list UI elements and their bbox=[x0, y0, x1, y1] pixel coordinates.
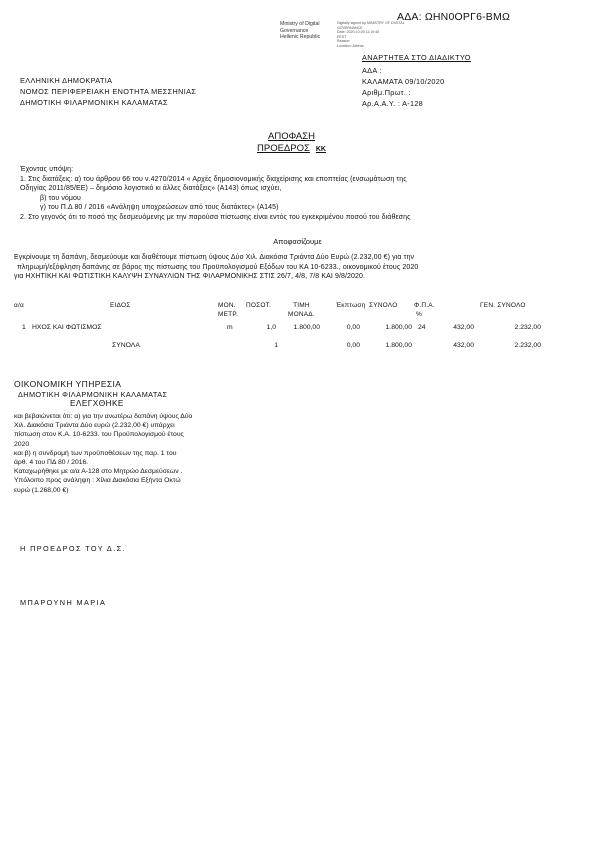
signature-line: Hellenic Republic bbox=[280, 34, 321, 41]
row-aa: 1 bbox=[22, 324, 26, 331]
document-title: ΑΠΟΦΑΣΗ bbox=[268, 131, 315, 142]
subtitle-code: ΚΚ bbox=[315, 146, 326, 153]
signature-line: Governance bbox=[280, 27, 309, 34]
col-header-unit-line: ΜΟΝ. bbox=[218, 302, 236, 309]
col-header-item: ΕΙΔΟΣ bbox=[110, 302, 131, 309]
subtitle-text: ΠΡΟΕΔΡΟΣ bbox=[257, 143, 310, 154]
col-header-total: ΓΕΝ. ΣΥΝΟΛΟ bbox=[480, 302, 526, 309]
approval-text bbox=[14, 253, 418, 282]
ada-code: ΑΔΑ: ΩΗΝ0ΟΡΓ6-ΒΜΩ bbox=[397, 11, 510, 23]
verification-line: και β) η συνδρομή των προϋποθέσεων της παρ. 1 του bbox=[14, 449, 177, 457]
financial-service-title: ΟΙΚΟΝΟΜΙΚΗ ΥΠΗΡΕΣΙΑ bbox=[14, 379, 122, 389]
col-header-vat-line: % bbox=[416, 310, 422, 318]
approval-line: πληρωμή/εξόφληση δαπάνης σε βάρος της πίστωσης του Προϋπολογισμού Εξόδων του ΚΑ 10-6233., οικονομικού έτους 2020 bbox=[17, 263, 419, 271]
verification-line: Χιλ. Διακόσια Τριάντα Δύο ευρώ (2.232,00 €) υπάρχει bbox=[14, 422, 175, 430]
aay-number: Αρ.Α.Α.Υ. : Α-128 bbox=[362, 99, 424, 108]
issuer-block bbox=[20, 75, 196, 108]
verification-line: και βεβαιώνεται ότι: α) για την ανωτέρω δαπάνη ύψους Δύο bbox=[14, 413, 193, 420]
considerations-lead: Έχοντας υπόψη: bbox=[20, 166, 74, 173]
signature-detail-line: Reason: bbox=[337, 39, 351, 43]
signature-detail-line: Date: 2020.10.09 11:19:45 bbox=[337, 30, 380, 34]
row-unit: m bbox=[227, 324, 233, 331]
verification-line: 2020 bbox=[14, 440, 30, 448]
col-header-unit bbox=[218, 302, 238, 319]
decision-heading: Αποφασίζουμε bbox=[273, 237, 322, 246]
row-vat-amount: 432,00 bbox=[453, 324, 474, 331]
signature-detail-line: Digitally signed by MINISTRY OF DIGITAL bbox=[337, 21, 405, 25]
col-header-qty: ΠΟΣΟΤ. bbox=[246, 302, 272, 309]
digital-signature-label bbox=[280, 21, 320, 41]
issuer-line: ΕΛΛΗΝΙΚΗ ΔΗΜΟΚΡΑΤΙΑ bbox=[20, 76, 113, 85]
col-header-price-line: ΤΙΜΗ bbox=[293, 302, 310, 309]
protocol-number: Αριθμ.Πρωτ. : bbox=[362, 88, 411, 97]
consideration-line: 1. Στις διατάξεις: α) του άρθρου 66 του ν.4270/2014 « Αρχές δημοσιονομικής διαχείρισης και εποπτείας (ενσωμάτωση της bbox=[20, 175, 407, 183]
totals-discount: 0,00 bbox=[346, 342, 360, 349]
signer-name: ΜΠΑΡΟΥΝΗ ΜΑΡΙΑ bbox=[20, 598, 107, 607]
verification-line: άρθ. 4 του ΠΔ 80 / 2016. bbox=[14, 459, 89, 467]
signature-detail-line: Location: Athens bbox=[337, 43, 364, 48]
chair-title: Η ΠΡΟΕΔΡΟΣ ΤΟΥ Δ.Σ. bbox=[20, 544, 126, 553]
row-qty: 1,0 bbox=[266, 324, 276, 331]
verification-line: ευρώ (1.268,00 €) bbox=[14, 486, 69, 494]
consideration-line: γ) του Π.Δ 80 / 2016 «Ανάληψη υποχρεώσεων από τους διατάκτες» (Α145) bbox=[40, 204, 279, 212]
document-subtitle bbox=[0, 143, 589, 154]
verification-line: Καταχωρήθηκε με α/α Α-128 στο Μητρώο Δεσμεύσεων . bbox=[14, 468, 183, 476]
col-header-vat bbox=[414, 302, 435, 319]
verification-line: πίστωση στον Κ.Α. 10-6233. του Προϋπολογισμού έτους bbox=[14, 431, 184, 439]
publication-heading: ΑΝΑΡΤΗΤΕΑ ΣΤΟ ΔΙΑΔΙΚΤΥΟ bbox=[362, 53, 471, 62]
approval-line: για ΗΧΗΤΙΚΗ ΚΑΙ ΦΩΤΙΣΤΙΚΗ ΚΑΛΥΨΗ ΣΥΝΑΥΛΙΩΝ ΤΗΣ ΦΙΛΑΡΜΟΝΙΚΗΣ ΣΤΙΣ 26/7, 4/8, 7/8 ΚΑΙ 9/8/2020. bbox=[14, 273, 366, 281]
consideration-line: β) του νόμου bbox=[40, 194, 81, 202]
col-header-unit-line: ΜΕΤΡ. bbox=[218, 310, 239, 318]
col-header-discount: Έκπτωση bbox=[336, 302, 366, 309]
row-sum: 1.800,00 bbox=[385, 324, 412, 331]
date-line: ΚΑΛΑΜΑΤΑ 09/10/2020 bbox=[362, 77, 445, 86]
totals-sum: 1.800,00 bbox=[385, 342, 412, 349]
col-header-aa: α/α bbox=[14, 302, 24, 309]
signature-detail-line: EEST bbox=[337, 34, 347, 39]
financial-checked-label: ΕΛΕΓΧΘΗΚΕ bbox=[70, 398, 124, 408]
totals-qty: 1 bbox=[274, 342, 278, 349]
publication-info bbox=[362, 65, 445, 109]
financial-service-block bbox=[14, 380, 167, 409]
ada-label: ΑΔΑ : bbox=[362, 66, 382, 75]
totals-total: 2.232,00 bbox=[514, 342, 541, 349]
row-vat-pct: 24 bbox=[418, 324, 426, 331]
issuer-line: ΔΗΜΟΤΙΚΗ ΦΙΛΑΡΜΟΝΙΚΗ ΚΑΛΑΜΑΤΑΣ bbox=[20, 98, 168, 107]
consideration-line: 2. Στο γεγονός ότι το ποσό της δεσμευόμενης με την παρούσα πίστωσης είναι εντός του εγκεκριμένου ποσού του διάθεσης bbox=[20, 213, 411, 221]
signature-line: Ministry of Digital bbox=[280, 21, 320, 27]
totals-label: ΣΥΝΟΛΑ bbox=[112, 342, 140, 349]
financial-service-org: ΔΗΜΟΤΙΚΗ ΦΙΛΑΡΜΟΝΙΚΗ ΚΑΛΑΜΑΤΑΣ bbox=[18, 389, 168, 399]
col-header-vat-line: Φ.Π.Α. bbox=[414, 302, 435, 309]
row-item: ΗΧΟΣ ΚΑΙ ΦΩΤΙΣΜΟΣ bbox=[32, 324, 102, 331]
consideration-line: Οδηγίας 2011/85/ΕΕ) – δημόσιο λογιστικό κι άλλες διατάξεις» (Α143) όπως ισχύει, bbox=[20, 185, 282, 193]
signature-detail-line: GOVERNANCE bbox=[337, 25, 363, 30]
col-header-sum: ΣΥΝΟΛΟ bbox=[369, 302, 398, 309]
approval-line: Εγκρίνουμε τη δαπάνη, δεσμεύουμε και διαθέτουμε πίστωση ύψους Δύο Χιλ. Διακόσια Τριάντα Δύο Ευρώ (2.232,00 €) για την bbox=[14, 254, 415, 261]
issuer-line: ΝΟΜΟΣ ΠΕΡΙΦΕΡΕΙΑΚΗ ΕΝΟΤΗΤΑ ΜΕΣΣΗΝΙΑΣ bbox=[20, 87, 197, 96]
totals-vat-amount: 432,00 bbox=[453, 342, 474, 349]
row-total: 2.232,00 bbox=[514, 324, 541, 331]
row-discount: 0,00 bbox=[346, 324, 360, 331]
col-header-price-line: ΜΟΝΑΔ. bbox=[288, 310, 315, 318]
digital-signature-details bbox=[337, 21, 405, 48]
col-header-price bbox=[288, 302, 315, 319]
row-price: 1.800,00 bbox=[293, 324, 320, 331]
considerations bbox=[20, 165, 411, 223]
verification-text bbox=[14, 412, 192, 495]
verification-line: Υπόλοιπο προς ανάληψη : Χίλια Διακόσια Εξήντα Οκτώ bbox=[14, 477, 181, 485]
